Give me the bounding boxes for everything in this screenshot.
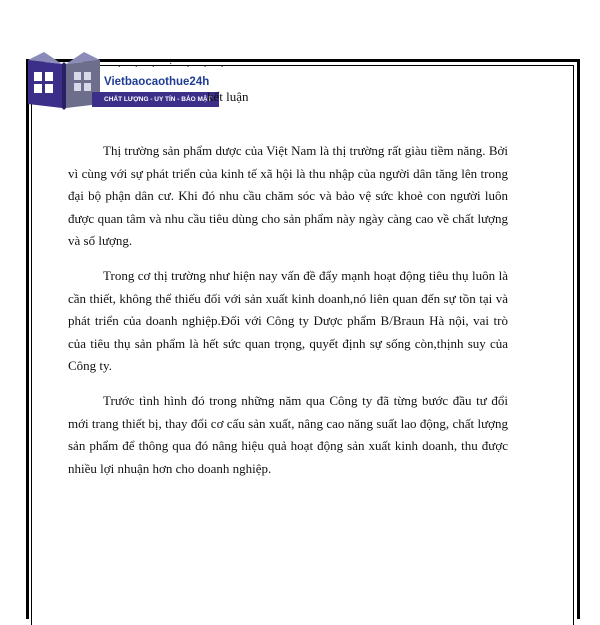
paragraph-1: Thị trường sản phẩm dược của Việt Nam là thị trường rất giàu tiềm năng. Bởi vì cùng với sự phát triển của kinh tế xã hội là thu nhập của người dân tăng lên trong đại bộ phận dân cư. Khi đó nhu cầu chăm sóc và bảo vệ sức khoẻ con người luôn được quan tâm và nhu cầu tiêu dùng cho sản phẩm này ngày càng cao về chất lượng và số lượng.: [68, 143, 508, 249]
document-body: [68, 140, 508, 492]
paragraph-3: Trước tình hình đó trong những năm qua Công ty đã từng bước đầu tư đổi mới trang thiết bị, thay đổi cơ cấu sản xuất, nâng cao năng suất lao động, chất lượng sản phẩm để thông qua đó nâng hiệu quả hoạt động sản xuất kinh doanh, thu được nhiều lợi nhuận hơn cho doanh nghiệp.: [68, 392, 508, 476]
header-fragment: . . . · . . .: [118, 62, 230, 70]
open-book-logo-icon: [26, 50, 102, 112]
paragraph-2: Trong cơ thị trường như hiện nay vấn đề đẩy mạnh hoạt động tiêu thụ luôn là cần thiết, không thể thiếu đối với sản xuất kinh doanh,nó liên quan đến sự tồn tại và phát triển của doanh nghiệp.Đối với Công ty Dược phẩm B/Braun Hà nội, vai trò của tiêu thụ sản phẩm là hết sức quan trọng, quyết định sự sống còn,thịnh suy của Công ty.: [68, 267, 508, 374]
logo-title: Vietbaocaothue24h: [104, 76, 210, 88]
section-heading: kết luận: [207, 89, 249, 104]
vietbaocaothue24h-logo[interactable]: [26, 50, 210, 112]
logo-tagline: CHẤT LƯỢNG - UY TÍN - BẢO MẬT: [92, 92, 219, 107]
